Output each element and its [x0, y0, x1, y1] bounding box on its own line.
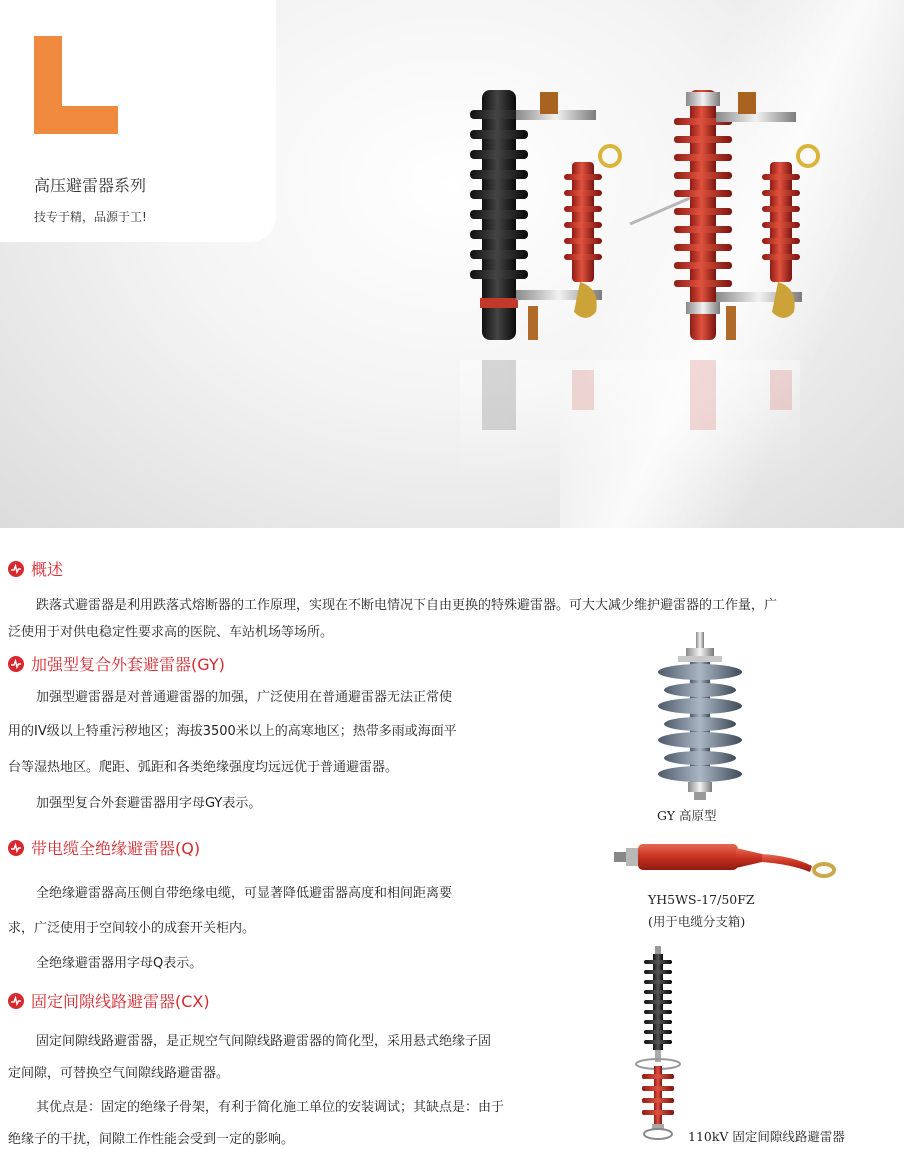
pulse-icon: [8, 656, 24, 672]
drop-out-arrester-photo: [440, 70, 820, 490]
paragraph: 跌落式避雷器是利用跌落式熔断器的工作原理，实现在不断电情况下自由更换的特殊避雷器。可大大减少维护避雷器的工作量，广: [36, 598, 778, 613]
section-title: 概述: [31, 560, 64, 579]
product-caption: GY 高原型: [657, 808, 717, 823]
section-title: 加强型复合外套避雷器(GY): [31, 655, 225, 674]
product-caption: YH5WS-17/50FZ: [648, 892, 755, 907]
gy-arrester-icon: [648, 632, 752, 800]
section-cx-heading: [8, 989, 210, 1012]
paragraph: 其优点是：固定的绝缘子骨架，有利于简化施工单位的安装调试；其缺点是：由于: [36, 1100, 505, 1115]
paragraph: 加强型复合外套避雷器用字母GY表示。: [36, 796, 262, 811]
pulse-icon: [8, 840, 24, 856]
series-title: 高压避雷器系列: [34, 176, 147, 195]
paragraph: 全绝缘避雷器高压侧自带绝缘电缆，可显著降低避雷器高度和相间距离要: [36, 886, 453, 901]
paragraph: 绝缘子的干扰，间隙工作性能会受到一定的影响。: [8, 1132, 295, 1147]
section-title: 带电缆全绝缘避雷器(Q): [31, 839, 201, 858]
product-caption: 110kV 固定间隙线路避雷器: [688, 1129, 845, 1144]
title-card: [0, 0, 276, 242]
section-title: 固定间隙线路避雷器(CX): [31, 992, 210, 1011]
letter-l-logo: [34, 36, 118, 134]
paragraph: 固定间隙线路避雷器，是正规空气间隙线路避雷器的简化型，采用悬式绝缘子固: [36, 1034, 492, 1049]
paragraph: 用的IV级以上特重污秽地区；海拔3500米以上的高寒地区；热带多雨或海面平: [8, 724, 457, 739]
product-caption: (用于电缆分支箱): [648, 914, 746, 929]
paragraph: 台等湿热地区。爬距、弧距和各类绝缘强度均远远优于普通避雷器。: [8, 760, 399, 775]
cable-arrester-icon: [612, 838, 840, 882]
slogan: 技专于精，品源于工!: [34, 210, 147, 224]
paragraph: 全绝缘避雷器用字母Q表示。: [36, 956, 203, 971]
section-q-heading: [8, 836, 200, 859]
pulse-icon: [8, 561, 24, 577]
paragraph: 定间隙，可替换空气间隙线路避雷器。: [8, 1066, 230, 1081]
hero-banner: [0, 0, 904, 528]
paragraph: 求，广泛使用于空间较小的成套开关柜内。: [8, 921, 256, 936]
paragraph: 加强型避雷器是对普通避雷器的加强，广泛使用在普通避雷器无法正常使: [36, 690, 453, 705]
pulse-icon: [8, 993, 24, 1009]
section-overview-heading: [8, 557, 63, 580]
section-gy-heading: [8, 652, 225, 675]
paragraph: 泛使用于对供电稳定性要求高的医院、车站机场等场所。: [8, 625, 334, 640]
line-arrester-icon: [622, 946, 694, 1142]
